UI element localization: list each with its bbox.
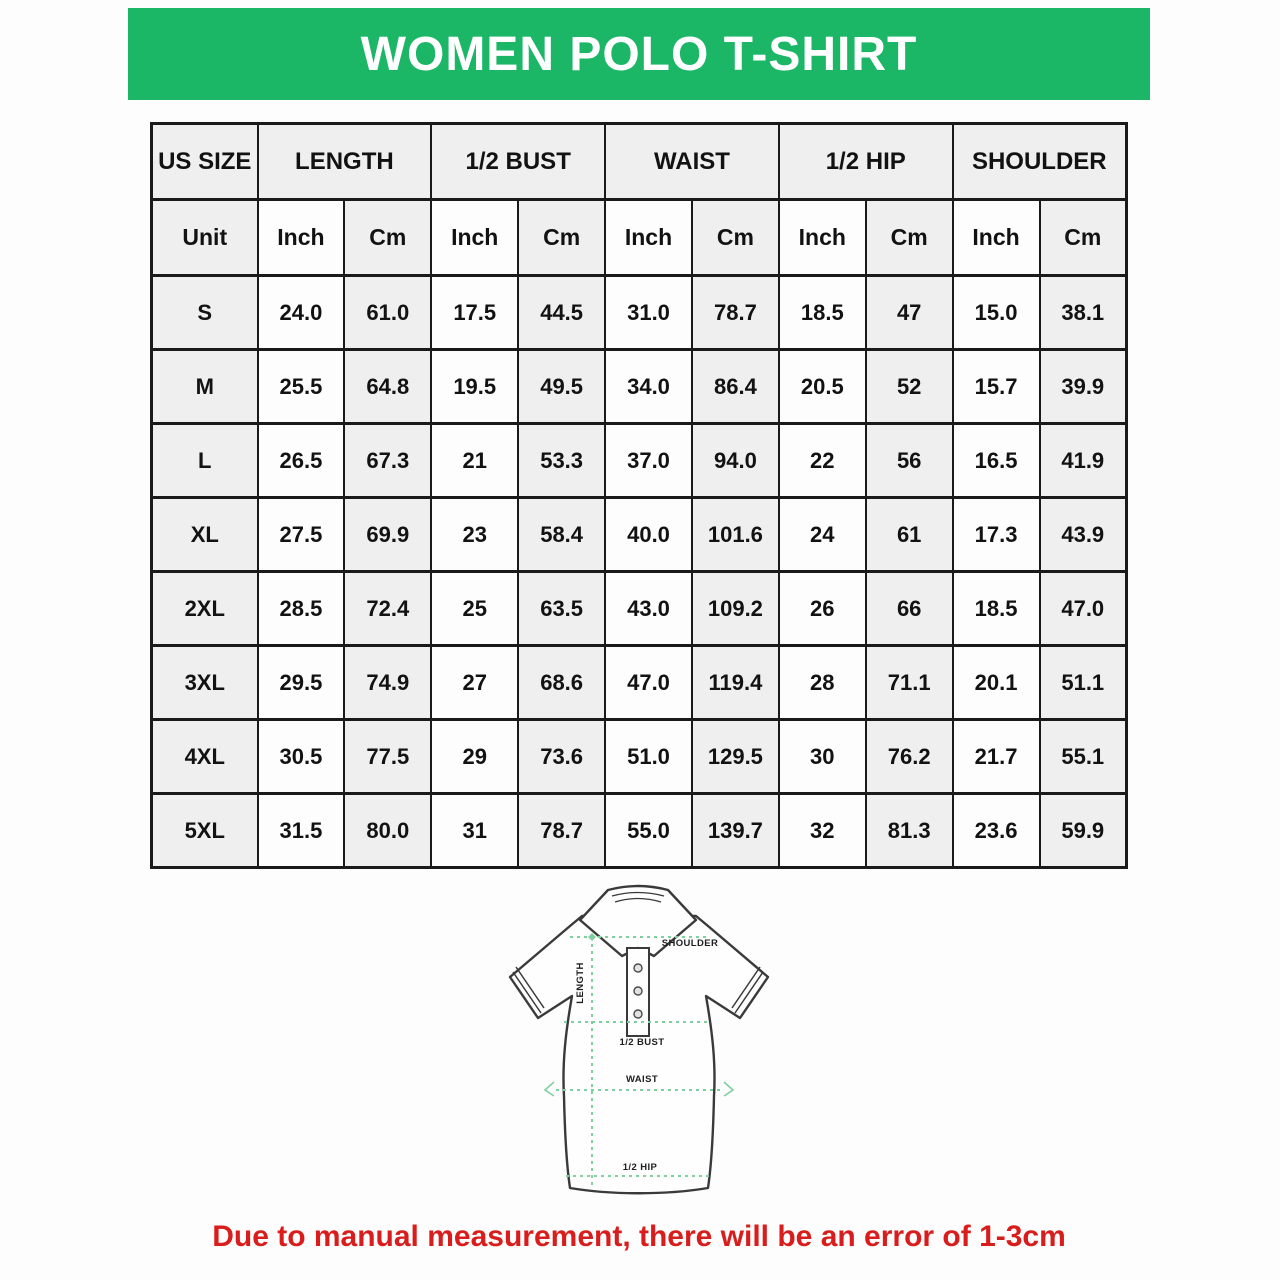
size-row-5xl bbox=[152, 794, 1127, 868]
size-label: 4XL bbox=[152, 720, 258, 794]
measurement-value: 56 bbox=[866, 424, 953, 498]
measurement-value: 52 bbox=[866, 350, 953, 424]
unit-cell: Inch bbox=[779, 200, 866, 276]
size-row-3xl bbox=[152, 646, 1127, 720]
measurement-value: 63.5 bbox=[518, 572, 605, 646]
measurement-value: 78.7 bbox=[518, 794, 605, 868]
size-chart-table bbox=[150, 122, 1128, 869]
measurement-value: 29.5 bbox=[258, 646, 345, 720]
waist-arrow-left bbox=[545, 1082, 554, 1096]
column-group-waist: WAIST bbox=[605, 124, 779, 200]
measurement-value: 26.5 bbox=[258, 424, 345, 498]
measurement-value: 47.0 bbox=[605, 646, 692, 720]
measurement-value: 73.6 bbox=[518, 720, 605, 794]
size-row-2xl bbox=[152, 572, 1127, 646]
measurement-value: 30 bbox=[779, 720, 866, 794]
measurement-value: 47 bbox=[866, 276, 953, 350]
measurement-value: 69.9 bbox=[344, 498, 431, 572]
title-banner bbox=[128, 8, 1150, 100]
unit-cell: Cm bbox=[518, 200, 605, 276]
size-row-s bbox=[152, 276, 1127, 350]
measurement-value: 53.3 bbox=[518, 424, 605, 498]
measurement-value: 28.5 bbox=[258, 572, 345, 646]
measurement-value: 71.1 bbox=[866, 646, 953, 720]
measurement-value: 81.3 bbox=[866, 794, 953, 868]
measurement-value: 31.0 bbox=[605, 276, 692, 350]
measurement-value: 15.0 bbox=[953, 276, 1040, 350]
measurement-value: 78.7 bbox=[692, 276, 779, 350]
measurement-value: 109.2 bbox=[692, 572, 779, 646]
measurement-value: 22 bbox=[779, 424, 866, 498]
measurement-value: 94.0 bbox=[692, 424, 779, 498]
measurement-value: 119.4 bbox=[692, 646, 779, 720]
measurement-value: 24 bbox=[779, 498, 866, 572]
measurement-value: 74.9 bbox=[344, 646, 431, 720]
measurement-value: 23 bbox=[431, 498, 518, 572]
length-label: LENGTH bbox=[575, 962, 586, 1004]
size-row-l bbox=[152, 424, 1127, 498]
measurement-value: 67.3 bbox=[344, 424, 431, 498]
column-group-shoulder: SHOULDER bbox=[953, 124, 1127, 200]
measurement-value: 23.6 bbox=[953, 794, 1040, 868]
measurement-value: 139.7 bbox=[692, 794, 779, 868]
measurement-value: 55.1 bbox=[1040, 720, 1127, 794]
unit-header-label: Unit bbox=[152, 200, 258, 276]
size-label: L bbox=[152, 424, 258, 498]
size-label: XL bbox=[152, 498, 258, 572]
measurement-value: 61.0 bbox=[344, 276, 431, 350]
measurement-value: 29 bbox=[431, 720, 518, 794]
unit-cell: Inch bbox=[605, 200, 692, 276]
unit-header-row bbox=[152, 200, 1127, 276]
measurement-value: 80.0 bbox=[344, 794, 431, 868]
measurement-value: 28 bbox=[779, 646, 866, 720]
polo-shirt-diagram bbox=[470, 880, 810, 1210]
size-label: S bbox=[152, 276, 258, 350]
measurement-value: 27.5 bbox=[258, 498, 345, 572]
column-group-us-size: US SIZE bbox=[152, 124, 258, 200]
measurement-value: 25 bbox=[431, 572, 518, 646]
shoulder-label: SHOULDER bbox=[661, 938, 719, 949]
hip-label: 1/2 HIP bbox=[622, 1162, 658, 1173]
measurement-value: 25.5 bbox=[258, 350, 345, 424]
measurement-value: 101.6 bbox=[692, 498, 779, 572]
measurement-value: 86.4 bbox=[692, 350, 779, 424]
group-header-row bbox=[152, 124, 1127, 200]
unit-cell: Cm bbox=[866, 200, 953, 276]
column-group-1-2-hip: 1/2 HIP bbox=[779, 124, 953, 200]
measurement-value: 37.0 bbox=[605, 424, 692, 498]
measurement-value: 34.0 bbox=[605, 350, 692, 424]
size-label: 5XL bbox=[152, 794, 258, 868]
measurement-value: 24.0 bbox=[258, 276, 345, 350]
measurement-value: 49.5 bbox=[518, 350, 605, 424]
measurement-value: 47.0 bbox=[1040, 572, 1127, 646]
button-icon bbox=[634, 1010, 642, 1018]
button-icon bbox=[634, 964, 642, 972]
unit-cell: Cm bbox=[1040, 200, 1127, 276]
measurement-value: 20.1 bbox=[953, 646, 1040, 720]
measurement-value: 68.6 bbox=[518, 646, 605, 720]
measurement-value: 59.9 bbox=[1040, 794, 1127, 868]
unit-cell: Cm bbox=[344, 200, 431, 276]
measurement-value: 19.5 bbox=[431, 350, 518, 424]
measurement-value: 20.5 bbox=[779, 350, 866, 424]
size-row-4xl bbox=[152, 720, 1127, 794]
waist-arrow-right bbox=[724, 1082, 733, 1096]
unit-cell: Inch bbox=[431, 200, 518, 276]
measurement-value: 39.9 bbox=[1040, 350, 1127, 424]
measurement-value: 129.5 bbox=[692, 720, 779, 794]
size-row-m bbox=[152, 350, 1127, 424]
measurement-note: Due to manual measurement, there will be an error of 1-3cm bbox=[212, 1220, 1066, 1253]
measurement-value: 64.8 bbox=[344, 350, 431, 424]
size-label: M bbox=[152, 350, 258, 424]
measurement-value: 31.5 bbox=[258, 794, 345, 868]
bust-label: 1/2 BUST bbox=[619, 1037, 665, 1048]
measurement-value: 43.9 bbox=[1040, 498, 1127, 572]
measurement-value: 66 bbox=[866, 572, 953, 646]
measurement-value: 38.1 bbox=[1040, 276, 1127, 350]
measurement-value: 55.0 bbox=[605, 794, 692, 868]
measurement-value: 40.0 bbox=[605, 498, 692, 572]
measurement-value: 17.3 bbox=[953, 498, 1040, 572]
measurement-value: 21.7 bbox=[953, 720, 1040, 794]
measurement-value: 77.5 bbox=[344, 720, 431, 794]
unit-cell: Cm bbox=[692, 200, 779, 276]
measurement-value: 18.5 bbox=[953, 572, 1040, 646]
column-group-length: LENGTH bbox=[258, 124, 432, 200]
page-title: WOMEN POLO T-SHIRT bbox=[360, 27, 918, 81]
measurement-value: 26 bbox=[779, 572, 866, 646]
button-icon bbox=[634, 987, 642, 995]
measurement-value: 32 bbox=[779, 794, 866, 868]
measurement-value: 16.5 bbox=[953, 424, 1040, 498]
measurement-value: 72.4 bbox=[344, 572, 431, 646]
unit-cell: Inch bbox=[258, 200, 345, 276]
measurement-value: 41.9 bbox=[1040, 424, 1127, 498]
measurement-value: 43.0 bbox=[605, 572, 692, 646]
size-label: 3XL bbox=[152, 646, 258, 720]
measurement-value: 61 bbox=[866, 498, 953, 572]
measurement-value: 58.4 bbox=[518, 498, 605, 572]
size-label: 2XL bbox=[152, 572, 258, 646]
measurement-value: 76.2 bbox=[866, 720, 953, 794]
waist-label: WAIST bbox=[625, 1074, 659, 1085]
measurement-value: 30.5 bbox=[258, 720, 345, 794]
measurement-value: 15.7 bbox=[953, 350, 1040, 424]
measurement-value: 27 bbox=[431, 646, 518, 720]
measurement-value: 44.5 bbox=[518, 276, 605, 350]
measurement-value: 18.5 bbox=[779, 276, 866, 350]
size-row-xl bbox=[152, 498, 1127, 572]
measurement-value: 21 bbox=[431, 424, 518, 498]
unit-cell: Inch bbox=[953, 200, 1040, 276]
measurement-value: 51.0 bbox=[605, 720, 692, 794]
measurement-value: 17.5 bbox=[431, 276, 518, 350]
measurement-value: 51.1 bbox=[1040, 646, 1127, 720]
column-group-1-2-bust: 1/2 BUST bbox=[431, 124, 605, 200]
measurement-value: 31 bbox=[431, 794, 518, 868]
